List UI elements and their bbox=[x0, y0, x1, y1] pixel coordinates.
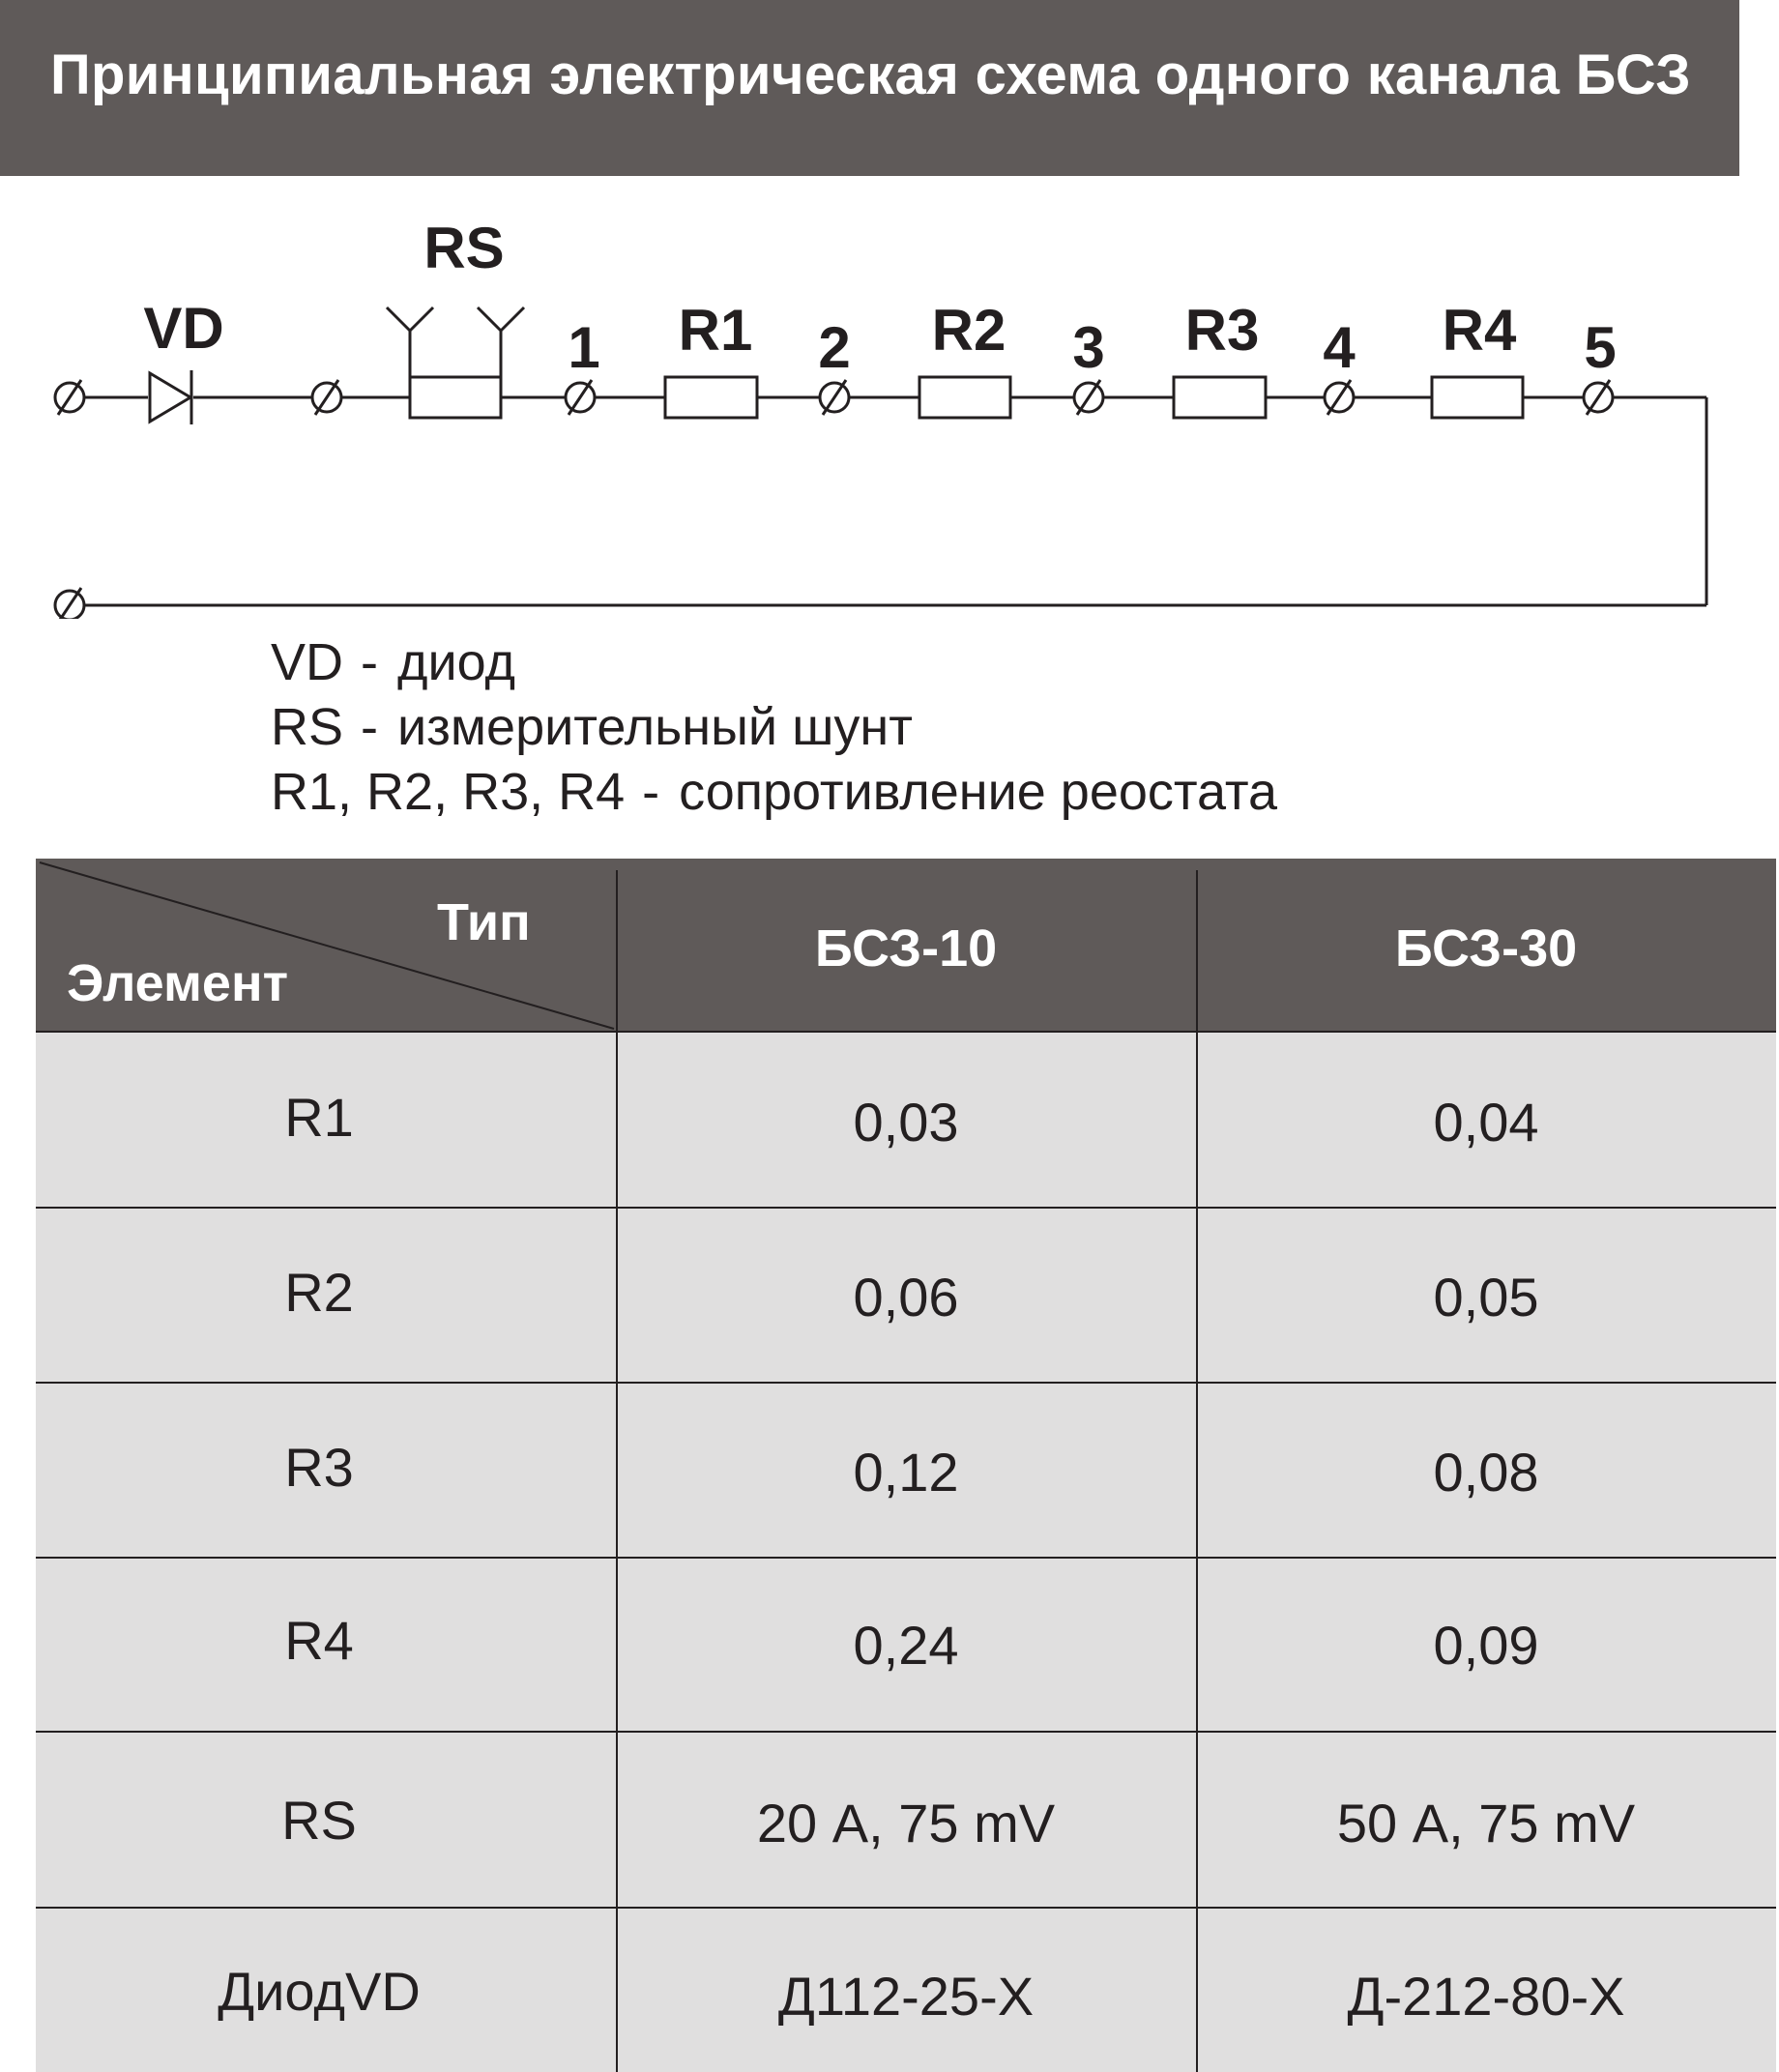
resistor-r4 bbox=[1432, 377, 1523, 418]
table-cell-bsz10: 0,24 bbox=[853, 1615, 959, 1676]
page-title: Принципиальная электрическая схема одного канала БСЗ bbox=[50, 44, 1691, 106]
title-bar bbox=[0, 0, 1739, 176]
table-cell-element: R4 bbox=[284, 1610, 354, 1671]
legend-dash: - bbox=[642, 763, 660, 821]
legend-key: R1, R2, R3, R4 bbox=[271, 763, 626, 821]
label-r4: R4 bbox=[1442, 298, 1517, 363]
terminal-5 bbox=[1584, 380, 1613, 415]
legend-item bbox=[271, 630, 1277, 695]
table-cell-bsz30: 0,04 bbox=[1433, 1092, 1539, 1153]
label-node-4: 4 bbox=[1323, 315, 1356, 380]
row-divider bbox=[36, 1557, 1776, 1559]
table-cell-bsz10: 0,03 bbox=[853, 1092, 959, 1153]
legend-dash: - bbox=[361, 698, 378, 756]
terminal-left-top bbox=[55, 380, 84, 415]
table-header bbox=[36, 859, 1776, 1031]
table-cell-element: R1 bbox=[284, 1087, 354, 1148]
shunt-symbol bbox=[387, 307, 524, 418]
legend-text: измерительный шунт bbox=[397, 698, 913, 756]
label-node-5: 5 bbox=[1584, 315, 1617, 380]
terminal-2 bbox=[820, 380, 849, 415]
terminal-left-bottom bbox=[55, 588, 84, 619]
label-vd: VD bbox=[143, 296, 224, 361]
diode-symbol bbox=[150, 370, 191, 424]
legend bbox=[271, 630, 1277, 825]
column-divider bbox=[616, 870, 618, 2072]
legend-dash: - bbox=[361, 633, 378, 691]
resistor-r2 bbox=[919, 377, 1010, 418]
column-header-bsz10: БСЗ-10 bbox=[814, 919, 998, 978]
table-cell-bsz10: 0,06 bbox=[853, 1267, 959, 1328]
resistor-r1 bbox=[665, 377, 757, 418]
row-divider bbox=[36, 1382, 1776, 1384]
legend-item bbox=[271, 695, 1277, 760]
table-cell-bsz30: Д-212-80-Х bbox=[1347, 1966, 1625, 2027]
legend-key: RS bbox=[271, 698, 344, 756]
label-node-2: 2 bbox=[818, 315, 851, 380]
table-body bbox=[36, 1031, 1776, 2072]
row-divider bbox=[36, 1207, 1776, 1209]
column-divider bbox=[1196, 870, 1198, 2072]
terminal-after-diode bbox=[312, 380, 341, 415]
label-r2: R2 bbox=[931, 298, 1006, 363]
legend-text: диод bbox=[397, 633, 516, 691]
table-cell-element: RS bbox=[281, 1790, 357, 1851]
table-cell-bsz10: 20 А, 75 mV bbox=[756, 1793, 1056, 1853]
label-node-3: 3 bbox=[1072, 315, 1105, 380]
table-cell-bsz30: 0,05 bbox=[1433, 1267, 1539, 1328]
label-node-1: 1 bbox=[568, 315, 600, 380]
spec-table bbox=[36, 859, 1776, 2072]
row-divider bbox=[36, 1031, 1776, 1033]
terminal-4 bbox=[1325, 380, 1354, 415]
table-cell-element: R2 bbox=[284, 1262, 354, 1323]
label-r3: R3 bbox=[1184, 298, 1260, 363]
table-cell-bsz10: 0,12 bbox=[853, 1442, 959, 1503]
resistor-r3 bbox=[1174, 377, 1266, 418]
legend-text: сопротивление реостата bbox=[679, 763, 1278, 821]
column-header-bsz30: БСЗ-30 bbox=[1394, 919, 1578, 978]
corner-element-label: Элемент bbox=[67, 954, 289, 1012]
corner-type-label: Тип bbox=[437, 893, 531, 951]
terminal-3 bbox=[1074, 380, 1103, 415]
label-r1: R1 bbox=[678, 298, 753, 363]
legend-key: VD bbox=[271, 633, 344, 691]
row-divider bbox=[36, 1731, 1776, 1733]
table-cell-bsz10: Д112-25-Х bbox=[777, 1966, 1035, 2027]
circuit-schematic bbox=[0, 193, 1779, 619]
table-cell-element: R3 bbox=[284, 1437, 354, 1498]
table-cell-element: ДиодVD bbox=[218, 1961, 421, 2022]
legend-item bbox=[271, 760, 1277, 825]
table-cell-bsz30: 50 А, 75 mV bbox=[1336, 1793, 1636, 1853]
terminal-1 bbox=[566, 380, 595, 415]
table-cell-bsz30: 0,09 bbox=[1433, 1615, 1539, 1676]
label-rs: RS bbox=[423, 216, 505, 280]
table-cell-bsz30: 0,08 bbox=[1433, 1442, 1539, 1503]
row-divider bbox=[36, 1907, 1776, 1909]
